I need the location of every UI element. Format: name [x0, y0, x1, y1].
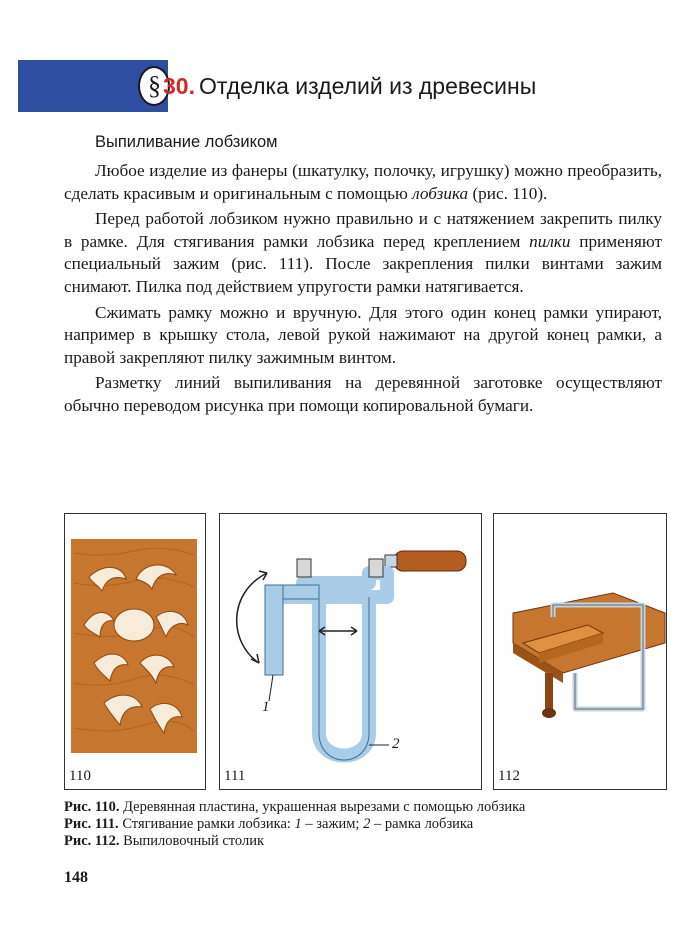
paragraph: Разметку линий выпиливания на деревянной заготовке осуществляют обычно переводом рисунка при помощи копировальной бумаги. — [64, 373, 662, 415]
paragraph: Любое изделие из фанеры (шкатулку, полочку, игрушку) можно преобразить, сделать красивым и оригинальным с помощью лобзика (рис. 110). — [64, 161, 662, 203]
section-title — [148, 72, 536, 100]
figure-number: 110 — [69, 768, 91, 784]
figure-110 — [64, 513, 206, 790]
fretwork-panel-illustration — [64, 513, 206, 790]
body-text — [64, 160, 662, 421]
figure-111 — [219, 513, 482, 790]
page-number: 148 — [64, 869, 88, 886]
figure-number: 112 — [498, 768, 520, 784]
clamp — [265, 585, 283, 675]
clamp-screw — [545, 673, 553, 713]
rotation-arrow — [237, 573, 267, 663]
figure-112 — [493, 513, 667, 790]
subheading: Выпиливание лобзиком — [95, 133, 278, 151]
caption-112: Рис. 112. Выпиловочный столик — [64, 833, 265, 849]
paragraph: Перед работой лобзиком нужно правильно и с натяжением закрепить пилку в рамке. Для стягивания рамки лобзика перед креплением пилки применяют специальный зажим (рис. 111). После закрепления пилки винтами зажим снимают. Пилка под действием упругости рамки натягивается. — [64, 209, 662, 296]
fretsaw-frame-illustration — [219, 513, 482, 790]
section-sign: § — [148, 71, 161, 100]
term-lobzik: лобзика — [412, 183, 469, 203]
callout-label-2: 2 — [392, 736, 400, 752]
paragraph: Сжимать рамку можно и вручную. Для этого один конец рамки упирают, например в крышку стола, левой рукой нажимают на другой конец рамки, а правой закрепляют пилку зажимным винтом. — [64, 302, 662, 367]
figure-captions — [64, 799, 674, 850]
figure-number: 111 — [224, 768, 246, 784]
section-number: 30. — [163, 73, 195, 99]
sawing-table-illustration — [493, 513, 667, 790]
term-pilki: пилки — [529, 231, 571, 251]
section-title-text: Отделка изделий из древесины — [198, 73, 537, 99]
saw-frame — [279, 573, 387, 756]
saw-handle — [394, 551, 466, 571]
caption-111: Рис. 111. Стягивание рамки лобзика: 1 – зажим; 2 – рамка лобзика — [64, 816, 474, 832]
callout-label-1: 1 — [262, 699, 270, 715]
caption-110: Рис. 110. Деревянная пластина, украшенная вырезами с помощью лобзика — [64, 799, 526, 815]
